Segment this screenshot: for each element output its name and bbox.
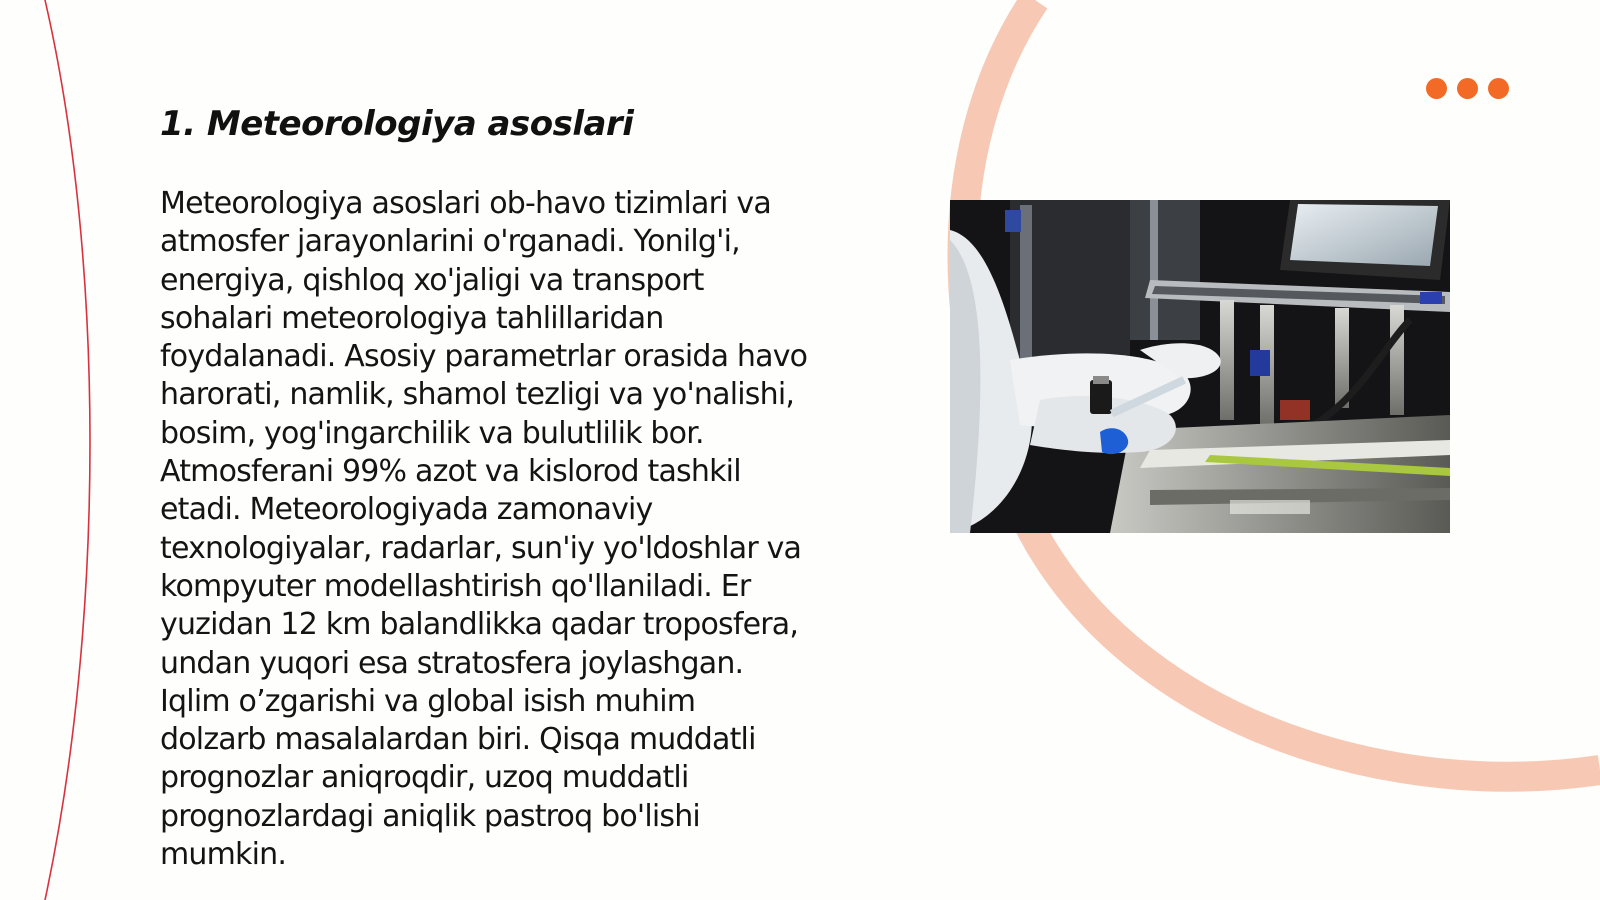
left-red-curve <box>45 0 90 900</box>
body-line: Meteorologiya asoslari ob-havo tizimlari va <box>160 186 771 221</box>
dot-icon <box>1457 78 1478 99</box>
body-line: energiya, qishloq xo'jaligi va transport <box>160 262 704 298</box>
body-line: bosim, yog'ingarchilik va bulutlilik bor. <box>160 415 704 451</box>
body-line: kompyuter modellashtirish qo'llaniladi. Er <box>160 568 751 604</box>
body-line: Iqlim o’zgarishi va global isish muhim <box>160 683 696 719</box>
body-line: yuzidan 12 km balandlikka qadar troposfera, <box>160 607 799 643</box>
body-line: foydalanadi. Asosiy parametrlar orasida havo <box>160 339 808 375</box>
dot-icon <box>1426 78 1447 99</box>
body-line: prognozlardagi aniqlik pastroq bo'lishi <box>160 798 700 834</box>
body-text <box>160 185 860 874</box>
body-line: etadi. Meteorologiyada zamonaviy <box>160 492 653 528</box>
body-line: texnologiyalar, radarlar, sun'iy yo'ldoshlar va <box>160 530 802 566</box>
slide-title: 1. Meteorologiya asoslari <box>160 104 634 144</box>
dot-icon <box>1488 78 1509 99</box>
body-line: atmosfer jarayonlarini o'rganadi. Yonilg'i, <box>160 224 740 260</box>
body-line: Atmosferani 99% azot va kislorod tashkil <box>160 454 741 490</box>
body-line: mumkin. <box>160 837 287 873</box>
body-line: dolzarb masalalardan biri. Qisqa muddatli <box>160 722 756 758</box>
three-dots-icon <box>1426 78 1509 99</box>
body-line: prognozlar aniqroqdir, uzoq muddatli <box>160 760 689 796</box>
body-line: harorati, namlik, shamol tezligi va yo'nalishi, <box>160 377 795 413</box>
body-line: undan yuqori esa stratosfera joylashgan. <box>160 645 744 681</box>
body-line: sohalari meteorologiya tahlillaridan <box>160 300 664 336</box>
lab-equipment-photo <box>950 200 1450 533</box>
